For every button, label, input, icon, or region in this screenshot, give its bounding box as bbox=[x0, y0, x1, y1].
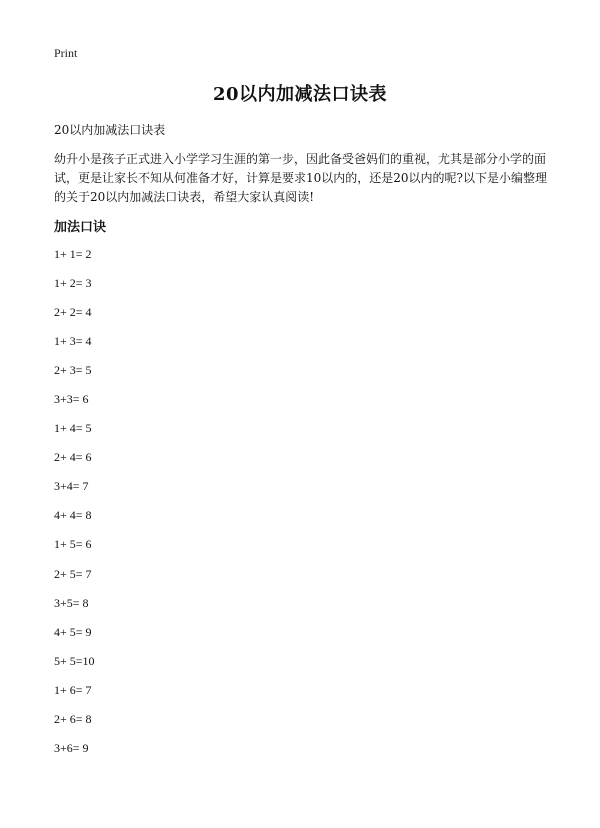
addition-fact: 2+ 3= 5 bbox=[54, 363, 92, 378]
addition-fact: 5+ 5=10 bbox=[54, 653, 95, 668]
intro-paragraph: 幼升小是孩子正式进入小学学习生涯的第一步，因此备受爸妈们的重视，尤其是部分小学的面试，更是让家长不知从何准备才好，计算是要求10以内的，还是20以内的呢?以下是小编整理的关于20以内加减法口诀表，希望大家认真阅读! bbox=[54, 152, 547, 204]
addition-fact: 2+ 2= 4 bbox=[54, 305, 92, 320]
addition-facts-list bbox=[54, 246, 95, 769]
addition-fact: 4+ 4= 8 bbox=[54, 508, 92, 523]
addition-fact: 1+ 5= 6 bbox=[54, 537, 92, 552]
article-subtitle: 20以内加减法口诀表 bbox=[54, 123, 166, 137]
addition-fact: 2+ 6= 8 bbox=[54, 711, 92, 726]
addition-fact: 1+ 3= 4 bbox=[54, 334, 92, 349]
addition-fact: 3+6= 9 bbox=[54, 740, 89, 755]
addition-fact: 1+ 2= 3 bbox=[54, 276, 92, 291]
addition-fact: 3+4= 7 bbox=[54, 479, 89, 494]
addition-fact: 2+ 5= 7 bbox=[54, 566, 92, 581]
print-link[interactable]: Print bbox=[54, 46, 78, 60]
page-title: 20以内加减法口诀表 bbox=[212, 84, 388, 105]
addition-fact: 4+ 5= 9 bbox=[54, 624, 92, 639]
section-heading-addition: 加法口诀 bbox=[54, 220, 107, 235]
addition-fact: 3+3= 6 bbox=[54, 392, 89, 407]
addition-fact: 1+ 6= 7 bbox=[54, 682, 92, 697]
addition-fact: 1+ 4= 5 bbox=[54, 421, 92, 436]
addition-fact: 1+ 1= 2 bbox=[54, 247, 92, 261]
addition-fact: 3+5= 8 bbox=[54, 595, 89, 610]
addition-fact: 2+ 4= 6 bbox=[54, 450, 92, 465]
